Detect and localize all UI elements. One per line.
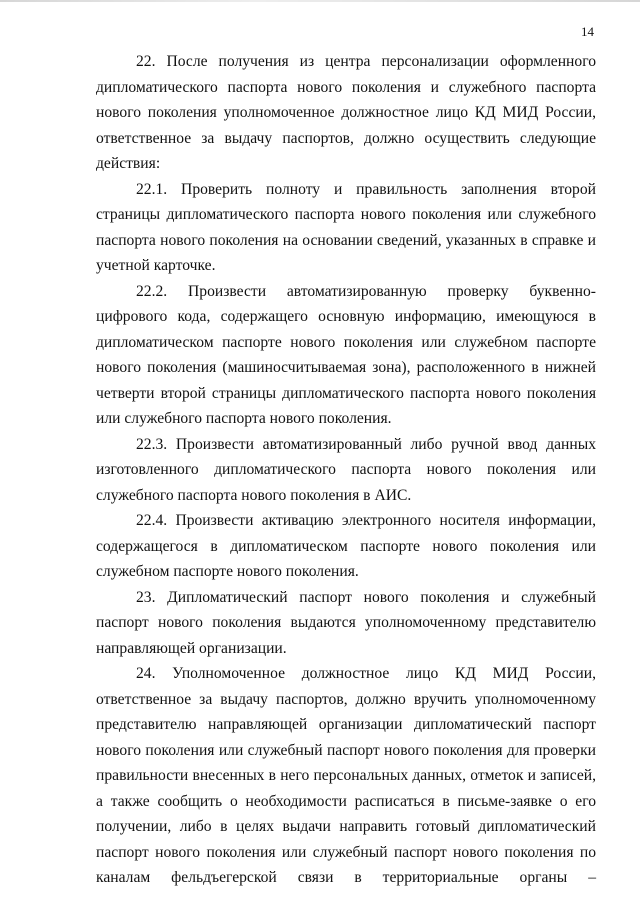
document-body <box>96 49 596 891</box>
paragraph-23: 23. Дипломатический паспорт нового поколения и служебный паспорт нового поколения выдаются уполномоченному представителю направляющей организации. <box>96 588 596 657</box>
paragraph-22-3: 22.3. Произвести автоматизированный либо ручной ввод данных изготовленного дипломатического паспорта нового поколения или служебного паспорта нового поколения в АИС. <box>96 435 596 504</box>
paragraph-22-2: 22.2. Произвести автоматизированную проверку буквенно-цифрового кода, содержащего основную информацию, имеющуюся в дипломатическом паспорте нового поколения или служебном паспорте нового поколения (машиносчитываемая зона), расположенного в нижней четверти второй страницы дипломатического паспорта нового поколения или служебного паспорта нового поколения. <box>96 282 596 427</box>
paragraph-24: 24. Уполномоченное должностное лицо КД МИД России, ответственное за выдачу паспортов, должно вручить уполномоченному представителю направляющей организации дипломатический паспорт нового поколения или служебный паспорт нового поколения для проверки правильности внесенных в него персональных данных, отметок и записей, а также сообщить о необходимости расписаться в письме-заявке о его получении, либо в целях выдачи направить готовый дипломатический паспорт нового поколения или служебный паспорт нового поколения по каналам фельдъегерской связи в территориальные органы – <box>96 665 596 886</box>
page-number: 14 <box>581 24 594 39</box>
paragraph-22-4: 22.4. Произвести активацию электронного носителя информации, содержащегося в дипломатическом паспорте нового поколения или служебном паспорте нового поколения. <box>96 512 596 580</box>
paragraph-22-1: 22.1. Проверить полноту и правильность заполнения второй страницы дипломатического паспорта нового поколения или служебного паспорта нового поколения на основании сведений, указанных в справке и учетной карточке. <box>96 180 596 274</box>
page-top-edge <box>0 0 640 2</box>
paragraph-22: 22. После получения из центра персонализации оформленного дипломатического паспорта нового поколения и служебного паспорта нового поколения уполномоченное должностное лицо КД МИД России, ответственное за выдачу паспортов, должно осуществить следующие действия: <box>96 53 596 172</box>
